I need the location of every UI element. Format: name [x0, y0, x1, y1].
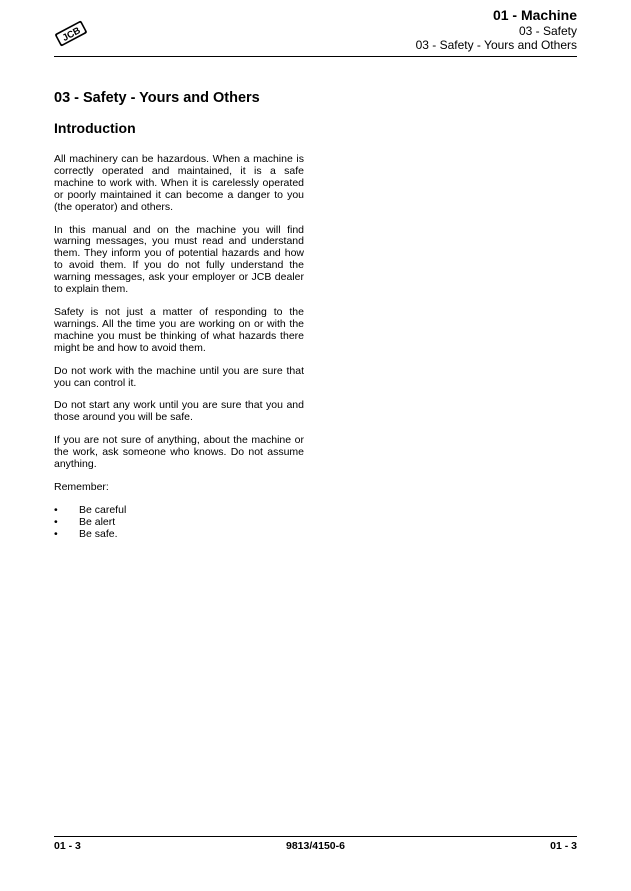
page-title: 03 - Safety - Yours and Others: [54, 90, 260, 106]
section-heading: Introduction: [54, 120, 136, 136]
page-footer: [54, 840, 577, 854]
body-text: [54, 154, 304, 541]
running-header: [416, 7, 577, 52]
header-topic: 03 - Safety - Yours and Others: [415, 38, 577, 52]
header-chapter: 03 - Safety: [518, 24, 577, 38]
main-content: [54, 88, 304, 541]
bullet-icon: •: [54, 503, 58, 516]
paragraph: Safety is not just a matter of responding to the warnings. All the time you are working on or with the machine you must be thinking of what hazards there might be and how to avoid them.: [54, 305, 304, 354]
footer-rule: [54, 836, 577, 837]
list-item-text: Be careful: [79, 503, 127, 516]
jcb-logo: [54, 20, 88, 47]
paragraph: In this manual and on the machine you will find warning messages, you must read and understand them. They inform you of potential hazards and how to avoid them. If you do not fully understand the warning messages, ask your employer or JCB dealer to explain them.: [54, 223, 304, 296]
list-item-text: Be alert: [79, 515, 116, 528]
bullet-icon: •: [54, 515, 58, 528]
paragraph: Do not start any work until you are sure that you and those around you will be safe.: [54, 399, 304, 424]
list-item-text: Be safe.: [79, 527, 118, 540]
bullet-icon: •: [54, 527, 58, 540]
page-number-right: 01 - 3: [550, 840, 577, 852]
page-number-left: 01 - 3: [54, 840, 81, 852]
paragraph: All machinery can be hazardous. When a machine is correctly operated and maintained, it is a safe machine to work with. When it is carelessly operated or poorly maintained it can become a danger to you (the operator) and others.: [54, 153, 304, 213]
bullet-list: [54, 505, 304, 541]
paragraph: If you are not sure of anything, about the machine or the work, ask someone who knows. Do not assume anything.: [54, 434, 304, 471]
document-number: 9813/4150-6: [286, 840, 345, 852]
header-section: 01 - Machine: [492, 7, 577, 23]
remember-label: Remember:: [54, 480, 109, 493]
header-rule: [54, 56, 577, 57]
paragraph: Do not work with the machine until you are sure that you can control it.: [54, 364, 304, 389]
list-item: [54, 529, 304, 541]
logo-wordmark: JCB: [60, 25, 83, 44]
